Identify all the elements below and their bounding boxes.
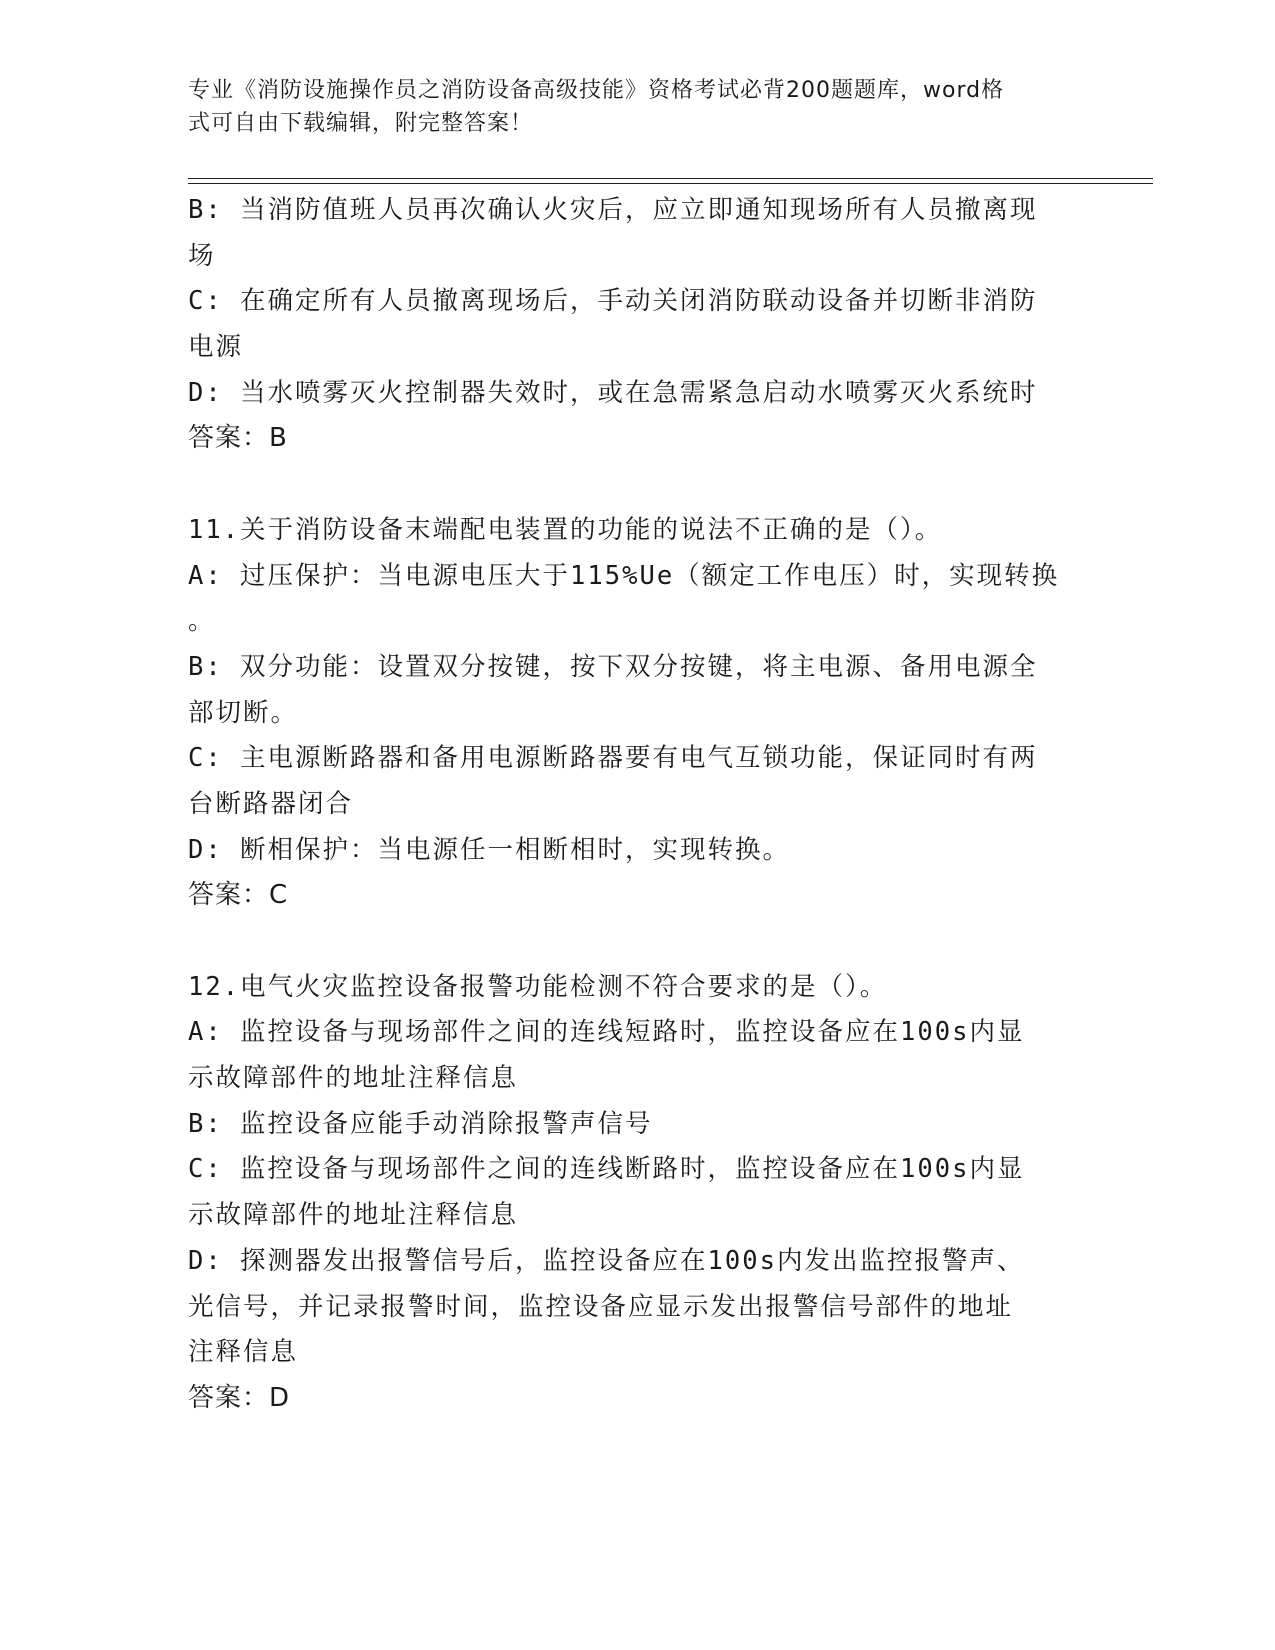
q11-option-a-line-1: A: 过压保护：当电源电压大于115%Ue（额定工作电压）时，实现转换 [188,560,1060,591]
q11-option-c-line-2: 台断路器闭合 [188,788,354,819]
q11-option-a-line-2: 。 [188,606,216,637]
q12-option-d-line-3: 注释信息 [188,1337,299,1368]
spacer [188,919,1078,965]
spacer [188,462,1078,508]
header-line-2: 式可自由下载编辑，附完整答案！ [188,111,534,136]
q10-option-c-line-1: C: 在确定所有人员撤离现场后，手动关闭消防联动设备并切断非消防 [188,286,1038,317]
q12-option-d-line-2: 光信号，并记录报警时间，监控设备应显示发出报警信号部件的地址 [188,1291,1014,1322]
q10-option-b-line-1: B: 当消防值班人员再次确认火灾后，应立即通知现场所有人员撤离现 [188,195,1038,225]
question-12 [188,965,1078,1422]
q12-option-a-line-1: A: 监控设备与现场部件之间的连线短路时，监控设备应在100s内显 [188,1017,1025,1048]
q11-stem: 11.关于消防设备末端配电装置的功能的说法不正确的是（）。 [188,514,943,545]
header-rule-bottom [188,183,1153,184]
q10-answer: 答案：B [188,423,288,454]
header-line-1: 专业《消防设施操作员之消防设备高级技能》资格考试必背200题题库，word格 [188,78,1005,103]
q10-option-c-line-2: 电源 [188,332,244,363]
document-header [188,74,1068,140]
header-rule-top [188,178,1153,179]
question-content [188,188,1078,1422]
q12-stem: 12.电气火灾监控设备报警功能检测不符合要求的是（）。 [188,971,888,1002]
q11-option-c-line-1: C: 主电源断路器和备用电源断路器要有电气互锁功能，保证同时有两 [188,743,1038,774]
question-10 [188,188,1078,462]
q12-option-c-line-1: C: 监控设备与现场部件之间的连线断路时，监控设备应在100s内显 [188,1154,1025,1185]
question-11 [188,508,1078,919]
q10-option-d-line-1: D: 当水喷雾灭火控制器失效时，或在急需紧急启动水喷雾灭火系统时 [188,377,1038,408]
q12-option-c-line-2: 示故障部件的地址注释信息 [188,1200,519,1231]
q12-option-a-line-2: 示故障部件的地址注释信息 [188,1063,519,1094]
q12-option-b-line-1: B: 监控设备应能手动消除报警声信号 [188,1108,653,1139]
q12-option-d-line-1: D: 探测器发出报警信号后，监控设备应在100s内发出监控报警声、 [188,1245,1025,1276]
q11-option-d-line-1: D: 断相保护：当电源任一相断相时，实现转换。 [188,834,791,865]
q11-answer: 答案：C [188,880,289,911]
q11-option-b-line-2: 部切断。 [188,697,299,728]
q10-option-b-line-2: 场 [188,240,216,271]
q11-option-b-line-1: B: 双分功能：设置双分按键，按下双分按键，将主电源、备用电源全 [188,651,1038,682]
q12-answer: 答案：D [188,1382,291,1413]
